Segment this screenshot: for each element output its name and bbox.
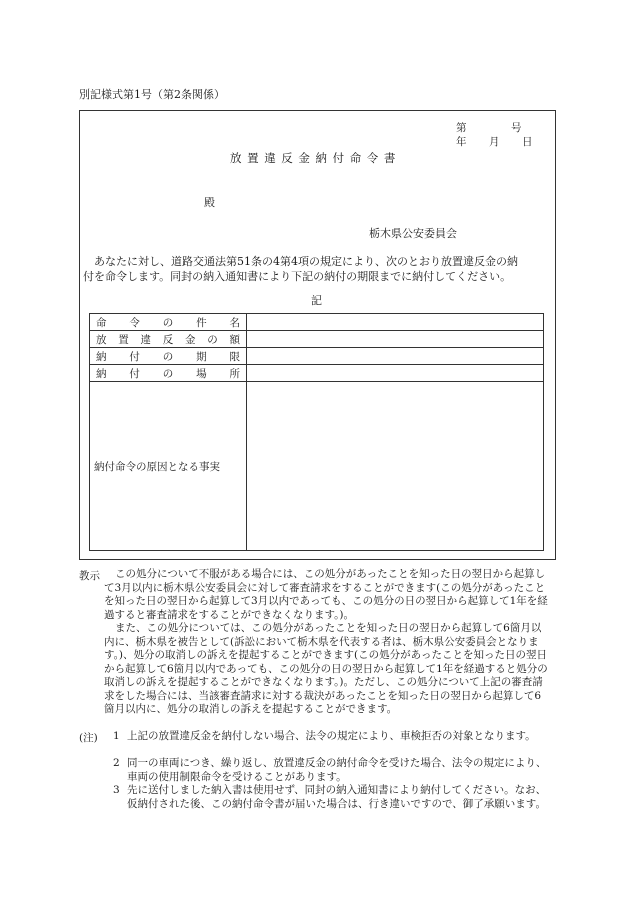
kyoji-para-1: この処分について不服がある場合には、この処分があったことを知った日の翌日から起算して3月以内に栃木県公安委員会に対して審査請求をすることができます(この処分があったことを知った日の翌日から起算して3月以内であっても、この処分の日の翌日から起算して1年を経過すると審査請求をすることができなくなります。)。 — [104, 568, 548, 621]
note-text: 先に送付しました納入書は使用せず、同封の納入通知書により納付してください。なお、仮納付された後、この納付命令書が届いた場合は、行き違いですので、御了承願います。 — [127, 784, 547, 810]
row-value-deadline — [247, 348, 544, 365]
note-text: 同一の車両につき、繰り返し、放置違反金の納付命令を受けた場合、法令の規定により、車両の使用制限命令を受けることがあります。 — [127, 757, 547, 783]
row-label-place — [96, 366, 240, 381]
table-row — [90, 331, 544, 348]
label-char: の — [207, 333, 218, 346]
label-char: 反 — [162, 333, 174, 346]
label-char: 期 — [196, 350, 207, 363]
fact-value — [247, 382, 544, 551]
notes-label: (注) — [79, 732, 98, 744]
label-char: 納 — [96, 350, 107, 363]
label-char: 場 — [196, 367, 207, 380]
number-label: 第 号 — [456, 122, 522, 134]
label-char: 納 — [96, 367, 107, 380]
label-char: 件 — [196, 316, 207, 329]
order-details-table — [89, 313, 544, 551]
form-label: 別記様式第1号（第2条関係） — [79, 88, 225, 101]
row-label-amount — [96, 332, 240, 347]
kyoji-para-2: また、この処分については、この処分があったことを知った日の翌日から起算して6箇月以内に、栃木県を被告として(訴訟において栃木県を代表する者は、栃木県公安委員会となります。)、処分の取消しの訴えを提起することができます(この処分があったことを知った日の翌日から起算して6箇月以内であっても、この処分の日の翌日から起算して1年を経過すると処分の取消しの訴えを提起することができなくなります。)。ただし、この処分について上記の審査請求をした場合には、当該審査請求に対する裁決があったことを知った日の翌日から起算して6箇月以内に、処分の取消しの訴えを提起することができます。 — [104, 622, 548, 715]
table-row — [90, 365, 544, 382]
table-row — [90, 382, 544, 551]
ki-label: 記 — [311, 294, 322, 307]
label-char: 違 — [140, 333, 151, 346]
label-char: の — [162, 367, 174, 380]
label-char: 放 — [96, 333, 107, 346]
table-row — [90, 348, 544, 365]
label-char: 金 — [185, 333, 196, 346]
date-label: 年 月 日 — [456, 136, 533, 148]
addressee-suffix: 殿 — [204, 196, 215, 209]
label-char: 令 — [129, 316, 140, 329]
body-text-line2: 付を命令します。同封の納入通知書により下記の納付の期限までに納付してください。 — [83, 270, 512, 283]
row-label-subject — [96, 315, 240, 330]
label-char: 付 — [129, 350, 140, 363]
label-char: の — [162, 316, 174, 329]
label-char: 付 — [129, 367, 140, 380]
row-label-deadline — [96, 349, 240, 364]
label-char: 名 — [229, 316, 240, 329]
label-char: 所 — [229, 367, 240, 380]
label-char: 置 — [118, 333, 129, 346]
table-row — [90, 314, 544, 331]
label-char: の — [162, 350, 174, 363]
label-char: 限 — [229, 350, 240, 363]
row-value-place — [247, 365, 544, 382]
note-number: 3 — [113, 784, 120, 796]
note-number: 2 — [113, 757, 120, 769]
note-number: 1 — [113, 730, 120, 742]
issuer-name: 栃木県公安委員会 — [369, 227, 457, 240]
note-text: 上記の放置違反金を納付しない場合、法令の規定により、車検拒否の対象となります。 — [127, 730, 536, 742]
document-title: 放置違反金納付命令書 — [230, 151, 401, 165]
fact-label: 納付命令の原因となる事実 — [94, 460, 220, 473]
label-char: 額 — [229, 333, 240, 346]
row-value-amount — [247, 331, 544, 348]
label-char: 命 — [96, 316, 107, 329]
kyoji-label: 教示 — [79, 570, 100, 582]
body-text-line1: あなたに対し、道路交通法第51条の4第4項の規定により、次のとおり放置違反金の納 — [94, 255, 518, 268]
row-value-subject — [247, 314, 544, 331]
